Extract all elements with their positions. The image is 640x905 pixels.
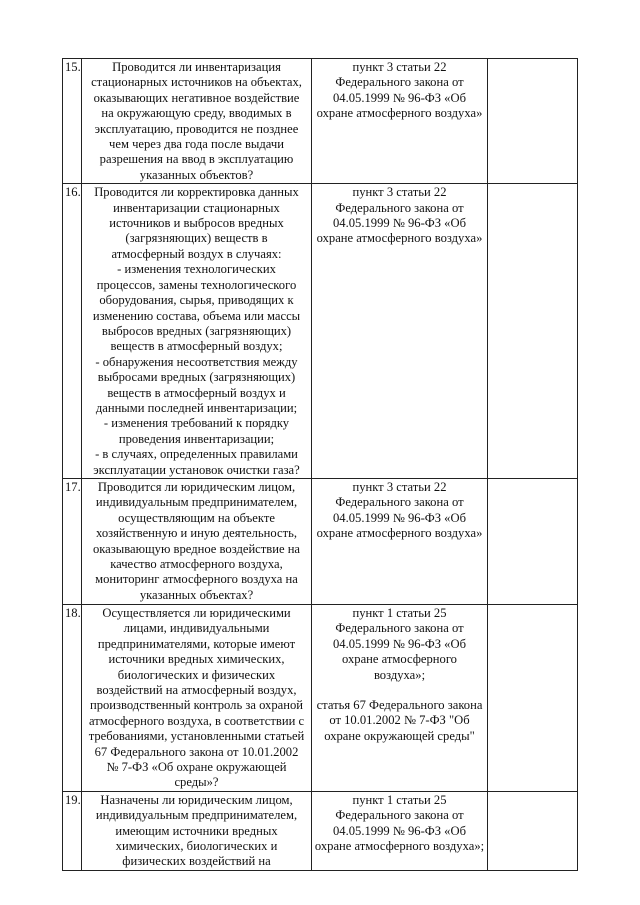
question-line: данными последней инвентаризации; bbox=[95, 400, 298, 415]
question-line: процессов, замены технологического bbox=[96, 277, 297, 292]
question-line: веществ в атмосферный воздух; bbox=[110, 339, 283, 354]
row-number: 16. bbox=[63, 184, 82, 479]
question-line: хозяйственную и иную деятельность, bbox=[96, 526, 297, 541]
question-line: требованиями, установленными статьей bbox=[88, 729, 305, 744]
legal-basis-line: Федерального закона от bbox=[335, 200, 464, 215]
legal-basis-line: охране атмосферного bbox=[342, 652, 457, 667]
question-line: мониторинг атмосферного воздуха на bbox=[95, 572, 298, 587]
question-line: стационарных источников на объектах, bbox=[91, 75, 302, 90]
legal-basis-line: от 10.01.2002 № 7-ФЗ "Об bbox=[329, 713, 470, 728]
legal-basis-line: воздуха»; bbox=[373, 667, 426, 682]
question-line: биологических и физических bbox=[117, 667, 276, 682]
question-line: среды»? bbox=[174, 775, 219, 790]
question-line: Проводится ли корректировка данных bbox=[94, 185, 299, 200]
legal-basis-cell bbox=[312, 791, 488, 870]
question-line: физических воздействий на bbox=[122, 854, 271, 869]
question-line: источники вредных химических, bbox=[108, 652, 285, 667]
checklist-table bbox=[62, 58, 578, 871]
legal-basis-line: Федерального закона от bbox=[335, 808, 464, 823]
question-line: Осуществляется ли юридическими bbox=[102, 605, 291, 620]
note-cell bbox=[488, 59, 578, 184]
question-cell bbox=[82, 604, 312, 791]
question-line: химических, биологических и bbox=[115, 839, 278, 854]
spacer bbox=[314, 683, 485, 698]
table-row bbox=[63, 59, 578, 184]
question-line: № 7-ФЗ «Об охране окружающей bbox=[106, 760, 287, 775]
question-line: источников и выбросов вредных bbox=[109, 216, 284, 231]
question-cell bbox=[82, 478, 312, 604]
legal-basis-line: Федерального закона от bbox=[335, 621, 464, 636]
legal-basis-line: Федерального закона от bbox=[335, 75, 464, 90]
question-cell bbox=[82, 184, 312, 479]
legal-basis-line: пункт 3 статьи 22 bbox=[352, 479, 447, 494]
row-number: 19. bbox=[63, 791, 82, 870]
question-line: Проводится ли инвентаризация bbox=[112, 60, 281, 74]
question-line: изменению состава, объема или массы bbox=[92, 308, 301, 323]
question-line: предпринимателями, которые имеют bbox=[97, 636, 296, 651]
legal-basis-line: статья 67 Федерального закона bbox=[316, 698, 483, 712]
legal-basis-line: пункт 1 статьи 25 bbox=[352, 605, 447, 620]
legal-basis-cell bbox=[312, 478, 488, 604]
legal-basis-line: 04.05.1999 № 96-ФЗ «Об bbox=[333, 216, 466, 231]
legal-basis-line: пункт 1 статьи 25 bbox=[352, 792, 447, 807]
question-line: Назначены ли юридическим лицом, bbox=[100, 792, 293, 807]
legal-basis-cell bbox=[312, 184, 488, 479]
question-line: - изменения технологических bbox=[117, 262, 276, 277]
row-number: 18. bbox=[63, 604, 82, 791]
question-line: Проводится ли юридическим лицом, bbox=[97, 479, 296, 494]
question-line: оборудования, сырья, приводящих к bbox=[99, 293, 294, 308]
question-line: проведения инвентаризации; bbox=[118, 431, 275, 446]
question-line: производственный контроль за охраной bbox=[89, 698, 304, 713]
question-line: разрешения на ввод в эксплуатацию bbox=[99, 152, 294, 167]
row-number: 17. bbox=[63, 478, 82, 604]
question-line: 67 Федерального закона от 10.01.2002 bbox=[94, 744, 299, 759]
question-cell bbox=[82, 791, 312, 870]
note-cell bbox=[488, 604, 578, 791]
question-line: индивидуальным предпринимателем, bbox=[95, 808, 298, 823]
question-line: выбросов вредных (загрязняющих) bbox=[101, 323, 292, 338]
legal-basis-line: охране атмосферного воздуха» bbox=[316, 106, 483, 121]
table-row bbox=[63, 478, 578, 604]
legal-basis-line: 04.05.1999 № 96-ФЗ «Об bbox=[333, 510, 466, 525]
legal-basis-line: охране атмосферного воздуха» bbox=[316, 231, 483, 246]
legal-basis-line: охране атмосферного воздуха»; bbox=[314, 839, 485, 854]
legal-basis-line: Федерального закона от bbox=[335, 495, 464, 510]
question-line: эксплуатацию, проводится не позднее bbox=[94, 121, 299, 136]
legal-basis-line: 04.05.1999 № 96-ФЗ «Об bbox=[333, 823, 466, 838]
question-line: оказывающую вредное воздействие на bbox=[92, 541, 301, 556]
question-line: - обнаружения несоответствия между bbox=[95, 354, 298, 369]
question-line: указанных объектов? bbox=[139, 167, 254, 182]
question-line: индивидуальным предпринимателем, bbox=[95, 495, 298, 510]
note-cell bbox=[488, 791, 578, 870]
question-line: атмосферный воздух в случаях: bbox=[111, 246, 282, 261]
question-line: веществ в атмосферный воздух и bbox=[107, 385, 286, 400]
table-row bbox=[63, 184, 578, 479]
question-line: (загрязняющих) веществ в bbox=[125, 231, 268, 246]
question-line: оказывающих негативное воздействие bbox=[93, 90, 300, 105]
question-line: на окружающую среду, вводимых в bbox=[101, 106, 292, 121]
question-line: имеющим источники вредных bbox=[115, 823, 278, 838]
table-row bbox=[63, 791, 578, 870]
question-line: лицами, индивидуальными bbox=[123, 621, 270, 636]
note-cell bbox=[488, 478, 578, 604]
legal-basis-line: пункт 3 статьи 22 bbox=[352, 185, 447, 200]
legal-basis-line: 04.05.1999 № 96-ФЗ «Об bbox=[333, 636, 466, 651]
legal-basis-line: 04.05.1999 № 96-ФЗ «Об bbox=[333, 90, 466, 105]
table-row bbox=[63, 604, 578, 791]
question-line: указанных объектах? bbox=[139, 587, 254, 602]
legal-basis-line: пункт 3 статьи 22 bbox=[352, 60, 447, 74]
legal-basis-line: охране атмосферного воздуха» bbox=[316, 526, 483, 541]
question-cell bbox=[82, 59, 312, 184]
question-line: выбросами вредных (загрязняющих) bbox=[97, 370, 296, 385]
legal-basis-line: охране окружающей среды" bbox=[324, 728, 475, 743]
question-line: атмосферного воздуха, в соответствии с bbox=[88, 713, 305, 728]
question-line: качество атмосферного воздуха, bbox=[110, 557, 283, 571]
note-cell bbox=[488, 184, 578, 479]
question-line: чем через два года после выдачи bbox=[109, 137, 284, 152]
question-line: инвентаризации стационарных bbox=[113, 200, 280, 215]
question-line: - в случаях, определенных правилами bbox=[95, 447, 298, 462]
question-line: воздействий на атмосферный воздух, bbox=[96, 683, 297, 697]
question-line: эксплуатации установок очистки газа? bbox=[93, 462, 300, 477]
row-number: 15. bbox=[63, 59, 82, 184]
question-line: - изменения требований к порядку bbox=[103, 416, 290, 431]
question-line: осуществляющим на объекте bbox=[118, 510, 275, 525]
legal-basis-cell bbox=[312, 604, 488, 791]
legal-basis-cell bbox=[312, 59, 488, 184]
